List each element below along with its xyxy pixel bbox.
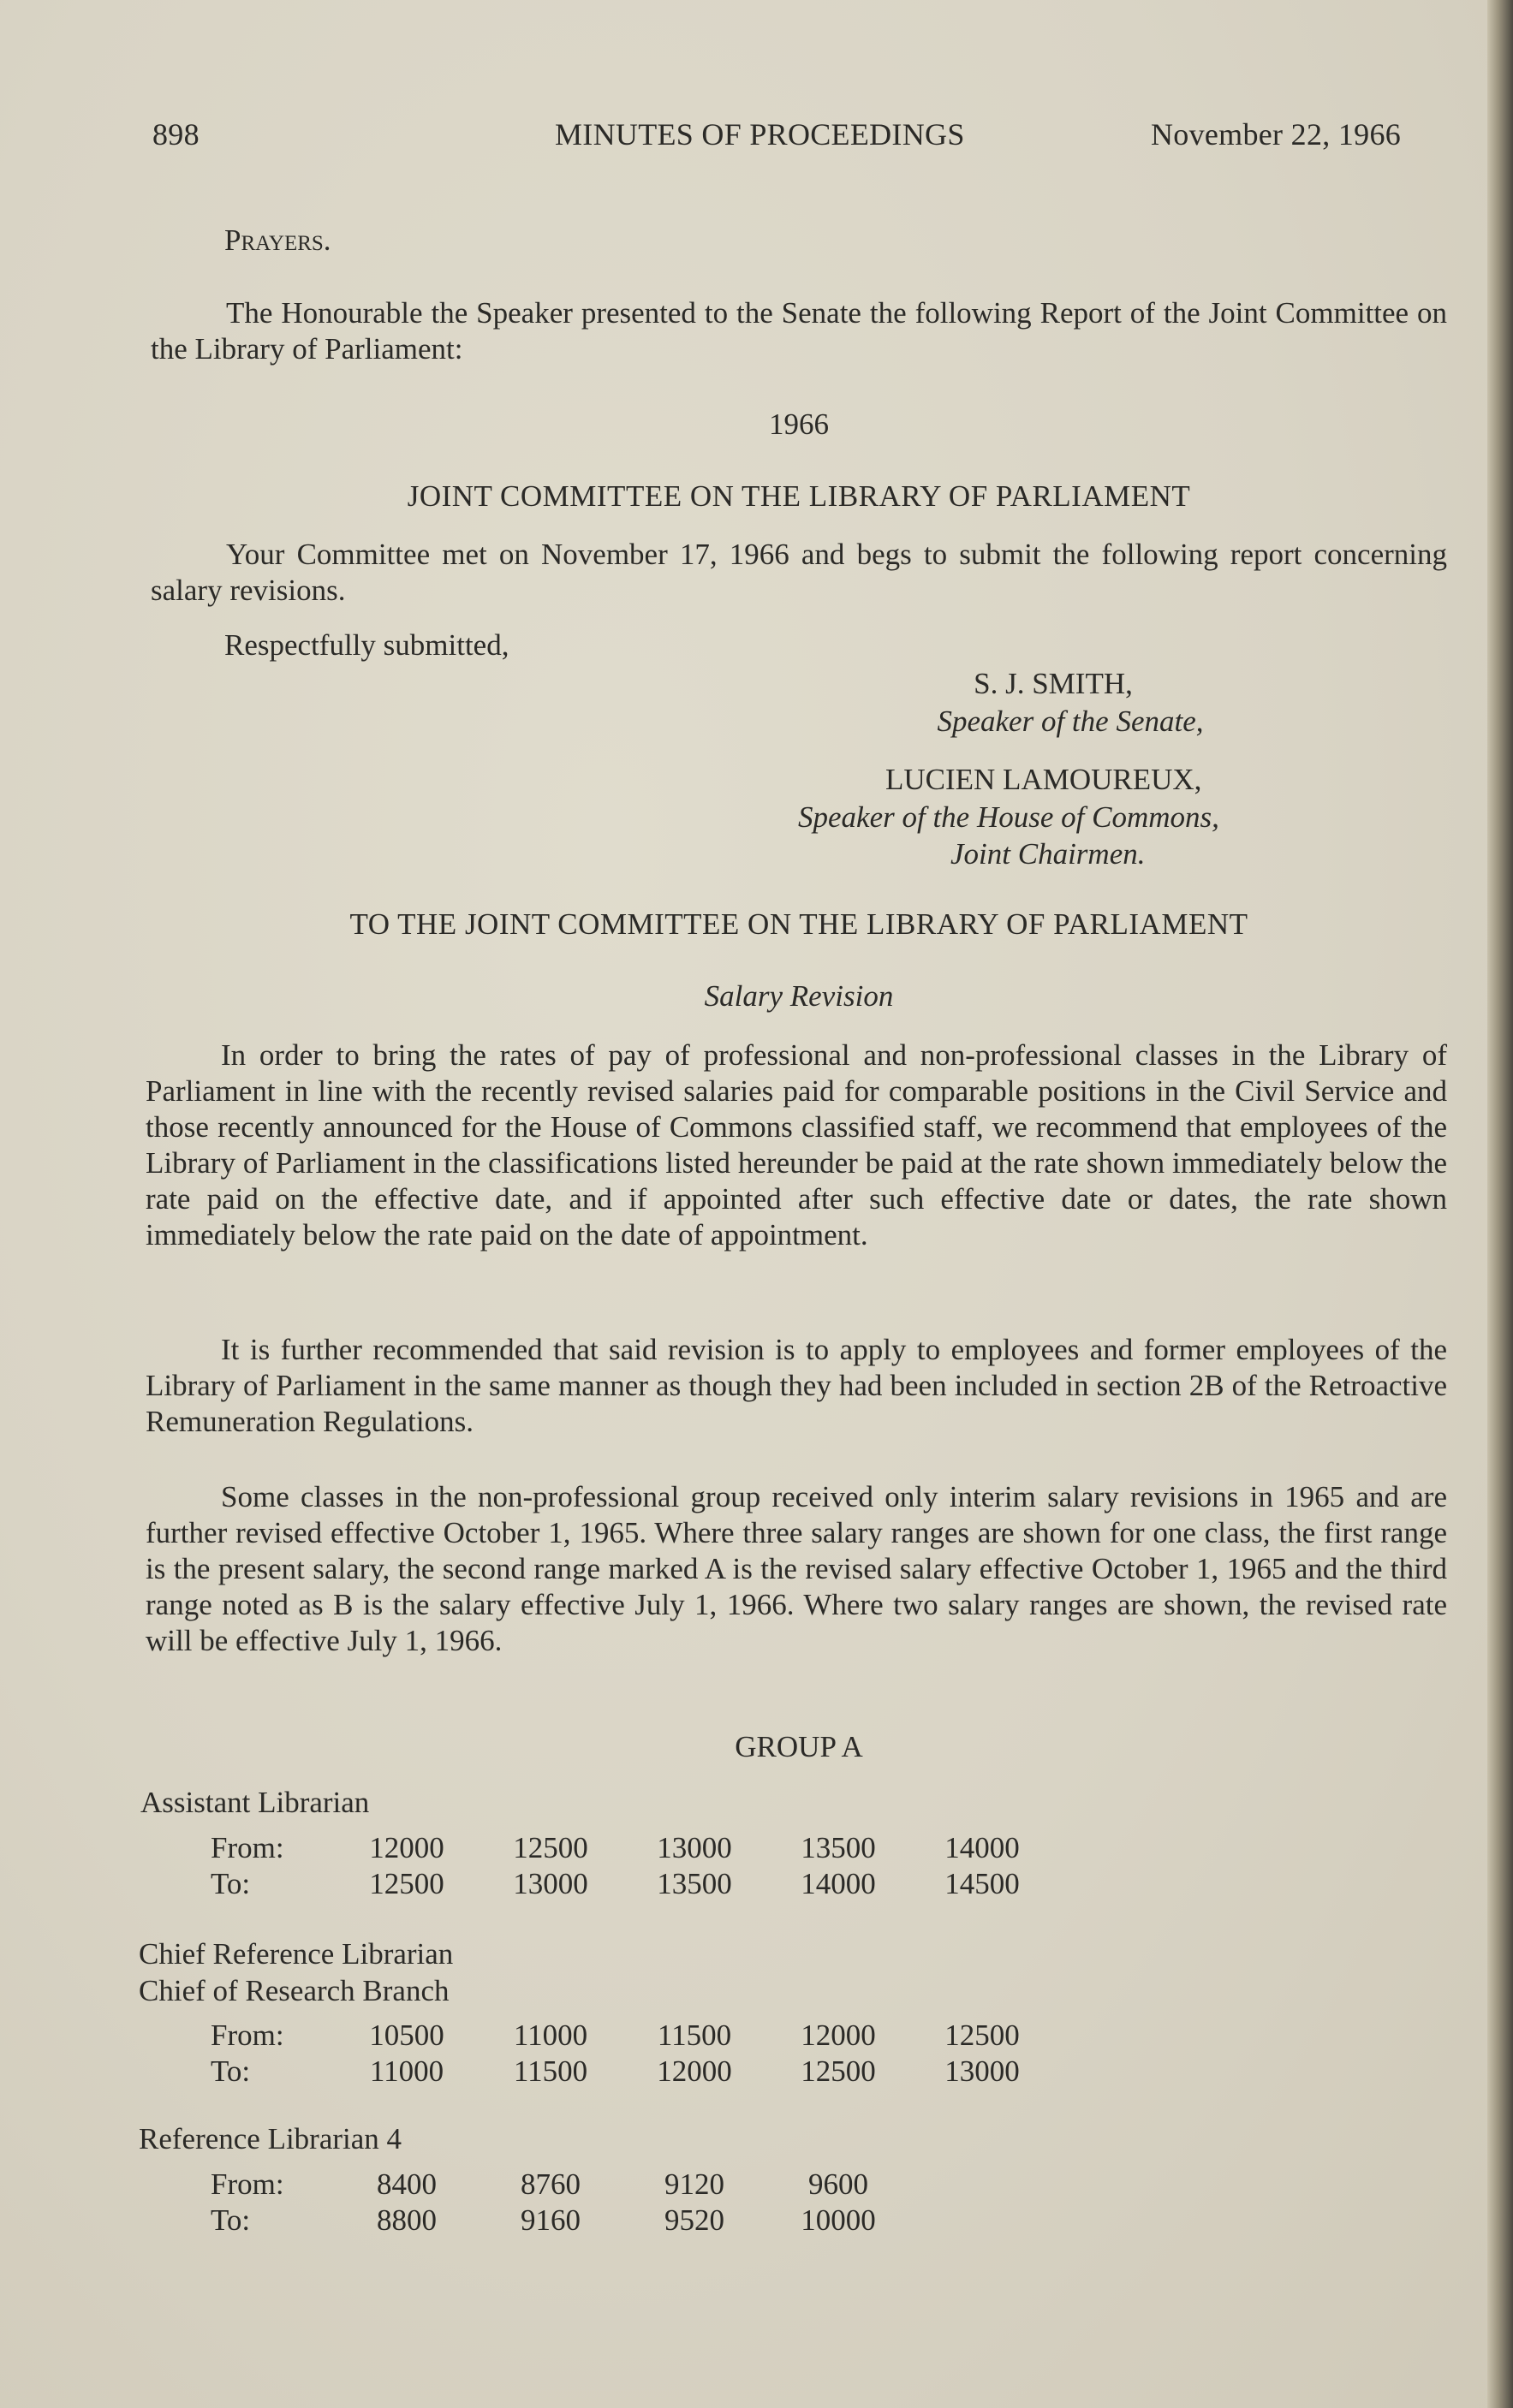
salary-value: 8400	[377, 2167, 437, 2201]
class-name: Chief of Research Branch	[139, 1974, 450, 2007]
row-label: To:	[211, 2054, 251, 2088]
salary-value: 11000	[513, 2019, 588, 2052]
report-paragraph: Your Committee met on November 17, 1966 and begs to submit the following report concerning salary revisions.	[151, 538, 1447, 607]
appendix-paragraph-2: It is further recommended that said revision is to apply to employees and former employees of the Library of Parliament in the same manner as though they had been included in section 2B of the Retroactive Remuneration Regulations.	[146, 1333, 1447, 1438]
salary-table	[211, 1830, 1054, 1902]
class-name: Reference Librarian 4	[139, 2122, 402, 2155]
salary-value: 11000	[369, 2054, 444, 2088]
salary-value: 12500	[801, 2054, 876, 2088]
salary-value: 12500	[513, 1831, 588, 1864]
salary-value: 13000	[657, 1831, 732, 1864]
salary-value: 13500	[657, 1867, 732, 1900]
salary-value: 10000	[801, 2203, 876, 2237]
class-name: Assistant Librarian	[140, 1786, 370, 1819]
salary-value: 9600	[808, 2167, 868, 2201]
salary-value: 13000	[944, 2054, 1020, 2088]
page-binding-edge	[1487, 0, 1513, 2408]
salary-row-from	[211, 1830, 1054, 1866]
report-year: 1966	[769, 407, 829, 441]
prayers-heading: Prayers.	[224, 223, 331, 257]
signatory-title-1: Speaker of the Senate,	[937, 705, 1204, 738]
row-label: To:	[211, 1867, 251, 1900]
signatory-title-2: Speaker of the House of Commons,	[798, 800, 1219, 834]
signatory-title-3: Joint Chairmen.	[950, 837, 1146, 871]
salary-row-to	[211, 2203, 910, 2239]
salary-value: 9160	[521, 2203, 581, 2237]
salary-row-from	[211, 2167, 910, 2203]
group-heading: GROUP A	[735, 1730, 863, 1763]
salary-value: 8800	[377, 2203, 437, 2237]
salary-value: 12000	[369, 1831, 444, 1864]
salary-value: 14500	[944, 1867, 1020, 1900]
appendix-paragraph-1: In order to bring the rates of pay of professional and non-professional classes in the Library of Parliament in line with the recently revised salaries paid for comparable positions in the Civil Service and those recently announced for the House of Commons classified staff, we recommend that employees of the Library of Parliament in the classifications listed hereunder be paid at the rate shown immediately below the rate paid on the effective date, and if appointed after such effective date or dates, the rate shown immediately below the rate paid on the date of appointment.	[146, 1038, 1447, 1252]
row-label: From:	[211, 2019, 284, 2052]
salary-value: 9120	[664, 2167, 724, 2201]
report-heading: JOINT COMMITTEE ON THE LIBRARY OF PARLIAMENT	[407, 479, 1191, 513]
salary-value: 12000	[657, 2054, 732, 2088]
salary-value: 11500	[513, 2054, 588, 2088]
report-closing: Respectfully submitted,	[224, 628, 509, 662]
salary-row-to	[211, 1866, 1054, 1902]
salary-value: 12500	[369, 1867, 444, 1900]
appendix-subheading: Salary Revision	[704, 979, 894, 1013]
row-label: From:	[211, 2167, 284, 2201]
salary-value: 13500	[801, 1831, 876, 1864]
salary-value: 12500	[944, 2019, 1020, 2052]
salary-row-from	[211, 2018, 1054, 2054]
salary-value: 9520	[664, 2203, 724, 2237]
signatory-name-1: S. J. SMITH,	[974, 667, 1133, 700]
row-label: To:	[211, 2203, 251, 2237]
salary-table	[211, 2018, 1054, 2090]
row-label: From:	[211, 1831, 284, 1864]
header-date: November 22, 1966	[1151, 117, 1402, 152]
salary-row-to	[211, 2054, 1054, 2090]
appendix-heading: TO THE JOINT COMMITTEE ON THE LIBRARY OF PARLIAMENT	[349, 907, 1248, 941]
salary-value: 13000	[513, 1867, 588, 1900]
class-name: Chief Reference Librarian	[139, 1937, 454, 1971]
speaker-paragraph: The Honourable the Speaker presented to the Senate the following Report of the Joint Committee on the Library of Parliament:	[151, 296, 1447, 366]
page-number: 898	[152, 117, 200, 152]
salary-value: 12000	[801, 2019, 876, 2052]
salary-value: 14000	[944, 1831, 1020, 1864]
salary-table	[211, 2167, 910, 2239]
running-title: MINUTES OF PROCEEDINGS	[555, 117, 965, 152]
signatory-name-2: LUCIEN LAMOUREUX,	[885, 763, 1202, 796]
salary-value: 8760	[521, 2167, 581, 2201]
salary-value: 11500	[657, 2019, 732, 2052]
salary-value: 14000	[801, 1867, 876, 1900]
appendix-paragraph-3: Some classes in the non-professional group received only interim salary revisions in 1965 and are further revised effective October 1, 1965. Where three salary ranges are shown for one class, the first range is the present salary, the second range marked A is the revised salary effective October 1, 1965 and the third range noted as B is the salary effective July 1, 1966. Where two salary ranges are shown, the revised rate will be effective July 1, 1966.	[146, 1480, 1447, 1657]
salary-value: 10500	[369, 2019, 444, 2052]
